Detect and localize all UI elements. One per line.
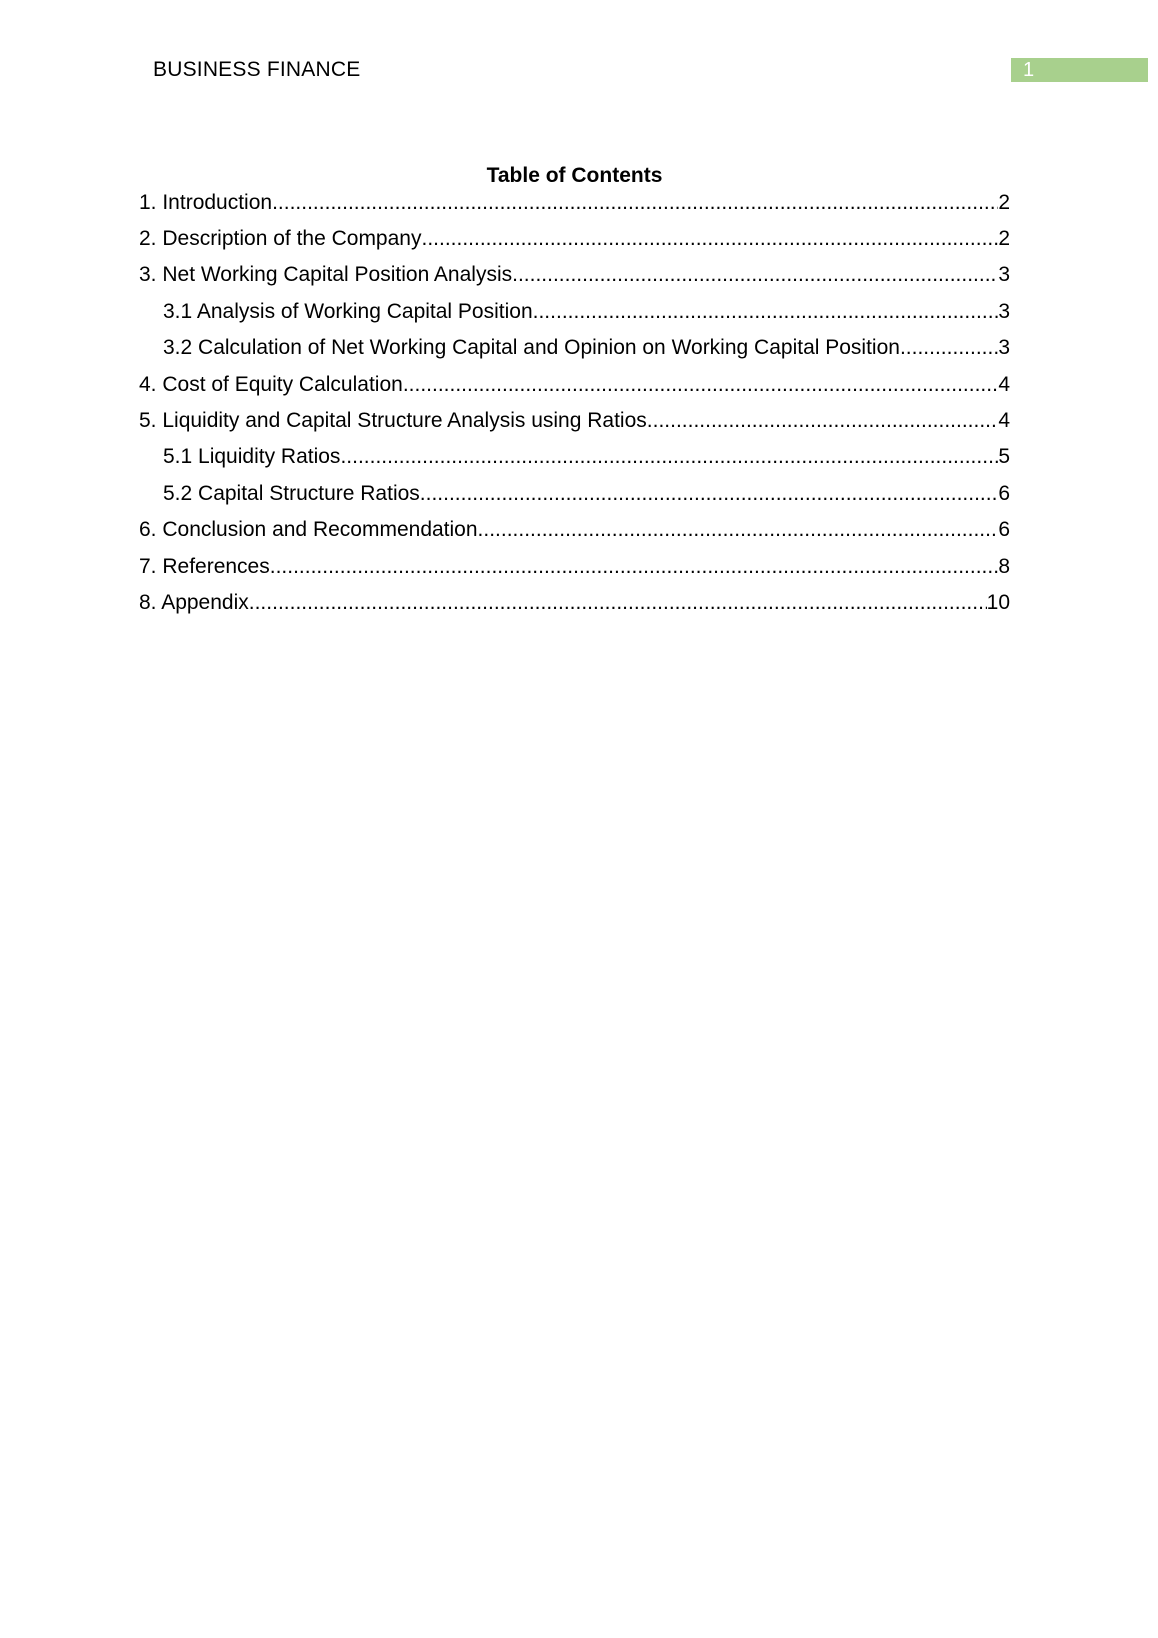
toc-entry-page: 4 xyxy=(998,372,1010,396)
toc-entry-calculation-net-working-capital[interactable] xyxy=(139,333,1010,369)
toc-list xyxy=(139,190,1010,624)
page-number-badge xyxy=(1011,58,1148,82)
toc-entry-page: 5 xyxy=(998,445,1010,469)
toc-entry-liquidity-ratios[interactable] xyxy=(139,442,1010,478)
toc-entry-label: 3.2 Calculation of Net Working Capital and Opinion on Working Capital Position xyxy=(163,336,900,360)
toc-entry-description-of-company[interactable] xyxy=(139,224,1010,260)
toc-entry-page: 10 xyxy=(986,590,1010,614)
toc-entry-label: 5. Liquidity and Capital Structure Analysis using Ratios xyxy=(139,408,647,432)
toc-entry-page: 6 xyxy=(998,518,1010,542)
toc-dot-leader xyxy=(900,333,998,363)
toc-dot-leader xyxy=(421,224,998,254)
toc-entry-page: 3 xyxy=(998,263,1010,287)
toc-entry-label: 2. Description of the Company xyxy=(139,227,422,250)
toc-dot-leader xyxy=(512,260,998,290)
toc-entry-net-working-capital[interactable] xyxy=(139,260,1010,296)
toc-entry-label: 3. Net Working Capital Position Analysis xyxy=(139,263,513,287)
toc-entry-page: 6 xyxy=(998,481,1010,505)
toc-entry-label: 3.1 Analysis of Working Capital Position xyxy=(163,299,533,323)
toc-dot-leader xyxy=(478,515,999,545)
toc-dot-leader xyxy=(270,552,999,582)
toc-entry-label: 1. Introduction xyxy=(139,191,273,214)
toc-title: Table of Contents xyxy=(486,164,663,187)
toc-entry-label: 7. References xyxy=(139,554,270,578)
toc-dot-leader xyxy=(272,190,998,216)
toc-entry-capital-structure-ratios[interactable] xyxy=(139,479,1010,515)
page-number: 1 xyxy=(1023,59,1035,81)
toc-entry-label: 8. Appendix xyxy=(139,590,249,614)
toc-entry-liquidity-capital-structure[interactable] xyxy=(139,406,1010,442)
toc-entry-page: 2 xyxy=(998,227,1010,250)
toc-dot-leader xyxy=(420,479,999,509)
toc-entry-appendix[interactable] xyxy=(139,588,1010,624)
toc-entry-conclusion[interactable] xyxy=(139,515,1010,551)
toc-entry-page: 3 xyxy=(998,336,1010,360)
toc-dot-leader xyxy=(340,442,998,472)
table-of-contents xyxy=(139,162,1010,624)
page-header xyxy=(0,56,1158,84)
toc-entry-analysis-working-capital[interactable] xyxy=(139,297,1010,333)
toc-dot-leader xyxy=(647,406,999,436)
toc-entry-page: 3 xyxy=(998,299,1010,323)
toc-entry-label: 4. Cost of Equity Calculation xyxy=(139,372,403,396)
toc-dot-leader xyxy=(249,588,987,618)
toc-entry-page: 4 xyxy=(998,408,1010,432)
toc-entry-cost-of-equity[interactable] xyxy=(139,370,1010,406)
toc-entry-page: 2 xyxy=(998,191,1010,214)
toc-entry-introduction[interactable] xyxy=(139,190,1010,224)
document-header-title: BUSINESS FINANCE xyxy=(153,58,361,81)
toc-entry-label: 6. Conclusion and Recommendation xyxy=(139,518,478,542)
toc-entry-references[interactable] xyxy=(139,552,1010,588)
toc-entry-label: 5.1 Liquidity Ratios xyxy=(163,445,341,469)
toc-entry-page: 8 xyxy=(998,554,1010,578)
toc-entry-label: 5.2 Capital Structure Ratios xyxy=(163,481,420,505)
toc-dot-leader xyxy=(403,370,999,400)
toc-dot-leader xyxy=(533,297,999,327)
